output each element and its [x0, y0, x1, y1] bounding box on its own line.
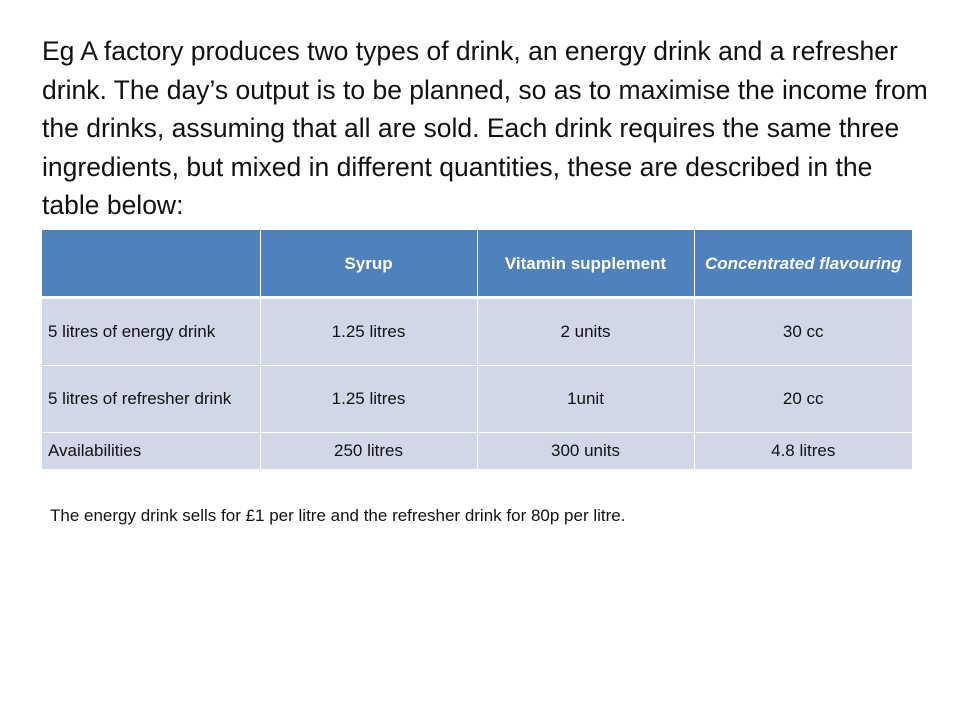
table-row	[42, 433, 912, 470]
cell-available-vitamin: 300 units	[477, 433, 694, 470]
cell-available-flavouring: 4.8 litres	[694, 433, 912, 470]
table-row	[42, 366, 912, 433]
cell-energy-syrup: 1.25 litres	[260, 298, 477, 366]
table-header-row	[42, 230, 912, 298]
cell-refresher-flavouring: 20 cc	[694, 366, 912, 433]
cell-available-syrup: 250 litres	[260, 433, 477, 470]
header-blank-cell	[42, 230, 260, 298]
problem-statement: Eg A factory produces two types of drink, an energy drink and a refresher drink. The day’s output is to be planned, so as to maximise the income from the drinks, assuming that all are sold. Each drink requires the same three ingredients, but mixed in different quantities, these are described in the table below:	[42, 36, 928, 220]
ingredients-table	[42, 230, 912, 469]
header-concentrated-flavouring: Concentrated flavouring	[694, 230, 912, 298]
cell-refresher-syrup: 1.25 litres	[260, 366, 477, 433]
table-row	[42, 298, 912, 366]
header-syrup: Syrup	[260, 230, 477, 298]
row-label-availabilities: Availabilities	[42, 433, 260, 470]
row-label-refresher-drink: 5 litres of refresher drink	[42, 366, 260, 433]
row-label-energy-drink: 5 litres of energy drink	[42, 298, 260, 366]
cell-refresher-vitamin: 1unit	[477, 366, 694, 433]
cell-energy-vitamin: 2 units	[477, 298, 694, 366]
header-vitamin-supplement: Vitamin supplement	[477, 230, 694, 298]
price-footnote: The energy drink sells for £1 per litre and the refresher drink for 80p per litre.	[50, 506, 626, 525]
cell-energy-flavouring: 30 cc	[694, 298, 912, 366]
